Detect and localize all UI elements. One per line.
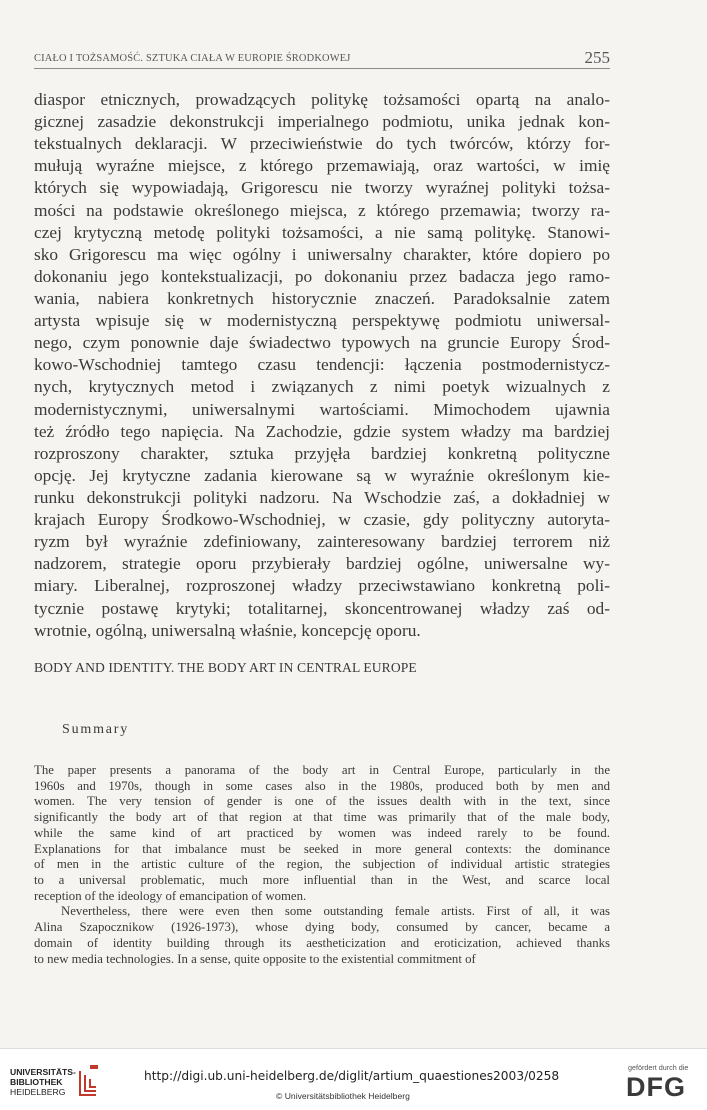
text-line: krajach Europy Środkowo-Wschodniej, w czasie, gdy polityczny autoryta- xyxy=(34,510,610,530)
text-line: mości na podstawie określonego miejsca, z którego przemawia; tworzy ra- xyxy=(34,200,610,220)
viewer-footer xyxy=(0,1048,707,1110)
library-name-line2: BIBLIOTHEK xyxy=(10,1077,63,1087)
text-line: czej krytyczną metodę polityki tożsamości, a nie samą politykę. Stanowi- xyxy=(34,222,610,242)
permalink-url[interactable]: http://digi.ub.uni-heidelberg.de/diglit/artium_quaestiones2003/0258 xyxy=(144,1069,560,1083)
summary-text xyxy=(34,763,610,967)
text-line: nadzorem, strategie oporu przybierały bardziej ogólne, uniwersalne wy- xyxy=(34,554,610,574)
text-line: tycznie postawę krytyki; totalitarnej, skoncentrowanej władzy zaś od- xyxy=(34,598,610,618)
text-line: kowo-Wschodniej tamtego czasu tendencji: łączenia postmodernistycz- xyxy=(34,355,610,375)
text-line: gicznej zasadzie dekonstrukcji imperialnego podmiotu, unika jednak kon- xyxy=(34,112,610,132)
text-line: The paper presents a panorama of the body art in Central Europe, particularly in the xyxy=(34,763,610,777)
text-line: of men in the artistic culture of the region, the subjection of individual artistic strategies xyxy=(34,857,610,872)
text-line: while the same kind of art practiced by women was indeed rarely to be found. xyxy=(34,825,610,840)
text-line: to new media technologies. In a sense, quite opposite to the existential commitment of xyxy=(34,951,476,966)
text-line: Nevertheless, there were even then some outstanding female artists. First of all, it was xyxy=(61,904,610,919)
text-line: artysta wpisuje się w modernistyczną perspektywę podmiotu uniwersal- xyxy=(34,311,610,331)
text-line: runku dekonstrukcji polityki nadzoru. Na Wschodzie zaś, a dokładniej w xyxy=(34,487,610,507)
text-line: diaspor etnicznych, prowadzących politykę tożsamości opartą na analo- xyxy=(34,90,610,109)
text-line: wania, nabiera konkretnych historycznie znaczeń. Paradoksalnie zatem xyxy=(34,288,610,308)
text-line: wrotnie, ogólną, uniwersalną właśnie, koncepcję oporu. xyxy=(34,620,421,640)
text-line: ryzm był wyraźnie zdefiniowany, zainteresowany bardziej terrorem niż xyxy=(34,532,610,552)
copyright-notice: © Universitätsbibliothek Heidelberg xyxy=(276,1091,410,1101)
section-heading: BODY AND IDENTITY. THE BODY ART IN CENTRAL EUROPE xyxy=(34,660,417,675)
text-line: women. The very tension of gender is one of the issues dealth with in the text, since xyxy=(34,794,610,809)
library-emblem-icon xyxy=(76,1063,100,1097)
library-name-line1: UNIVERSITÄTS- xyxy=(10,1067,76,1077)
text-line: domain of identity building through its aestheticization and eroticization, achieved thanks xyxy=(34,935,610,950)
text-line: też źródło tego napięcia. Na Zachodzie, gdzie system władzy ma bardziej xyxy=(34,421,610,441)
university-library-logo[interactable] xyxy=(10,1067,76,1097)
body-text xyxy=(34,89,610,642)
running-header xyxy=(34,48,610,69)
text-line: rozproszony charakter, sztuka przyjęła bardziej konkretną polityczne xyxy=(34,443,610,463)
text-line: dokonaniu jego kontekstualizacji, po dokonaniu przez badacza jego ramo- xyxy=(34,266,610,286)
text-line: Explanations for that imbalance must be seeked in more general contexts: the dominance xyxy=(34,841,610,856)
summary-heading: Summary xyxy=(62,722,130,737)
text-line: opcję. Jej krytyczne zadania kierowane są w wyraźnie określonym kie- xyxy=(34,465,610,485)
text-line: których się wypowiadają, Grigorescu nie tworzy wyraźnej polityki tożsa- xyxy=(34,178,610,198)
text-line: Alina Szapocznikow (1926-1973), whose dying body, consumed by cancer, became a xyxy=(34,920,610,935)
dfg-logo[interactable]: DFG xyxy=(626,1072,686,1102)
text-line: reception of the ideology of emancipation of women. xyxy=(34,888,307,903)
text-line: 1960s and 1970s, though in some cases also in the 1980s, produced both by men and xyxy=(34,778,610,793)
text-line: nego, czym ponownie daje świadectwo typowych na gruncie Europy Środ- xyxy=(34,333,610,353)
page-number: 255 xyxy=(584,48,610,67)
text-line: modernistycznymi, uniwersalnymi wartościami. Mimochodem ujawnia xyxy=(34,399,610,419)
text-line: to a universal problematic, much more influential than in the West, and scarce local xyxy=(34,873,610,888)
text-line: nych, krytycznych metod i związanych z nimi poetyk wizualnych z xyxy=(34,377,610,397)
text-line: tekstualnych deklaracji. W przeciwieństwie do tych twórców, którzy for- xyxy=(34,134,610,154)
text-line: miary. Liberalnej, rozproszonej władzy przeciwstawiano konkretną poli- xyxy=(34,576,610,596)
text-line: mułują wyraźne miejsce, z którego przemawiają, oraz wartości, w imię xyxy=(34,156,610,176)
text-line: significantly the body art of that region at that time was primarily that of the male body, xyxy=(34,810,610,825)
running-header-title: CIAŁO I TOŻSAMOŚĆ. SZTUKA CIAŁA W EUROPIE ŚRODKOWEJ xyxy=(34,53,351,64)
text-line: sko Grigorescu ma więc ogólny i uniwersalny charakter, które dopiero po xyxy=(34,244,610,264)
funding-note: gefördert durch die xyxy=(628,1063,689,1072)
library-name-line3: HEIDELBERG xyxy=(10,1087,66,1097)
